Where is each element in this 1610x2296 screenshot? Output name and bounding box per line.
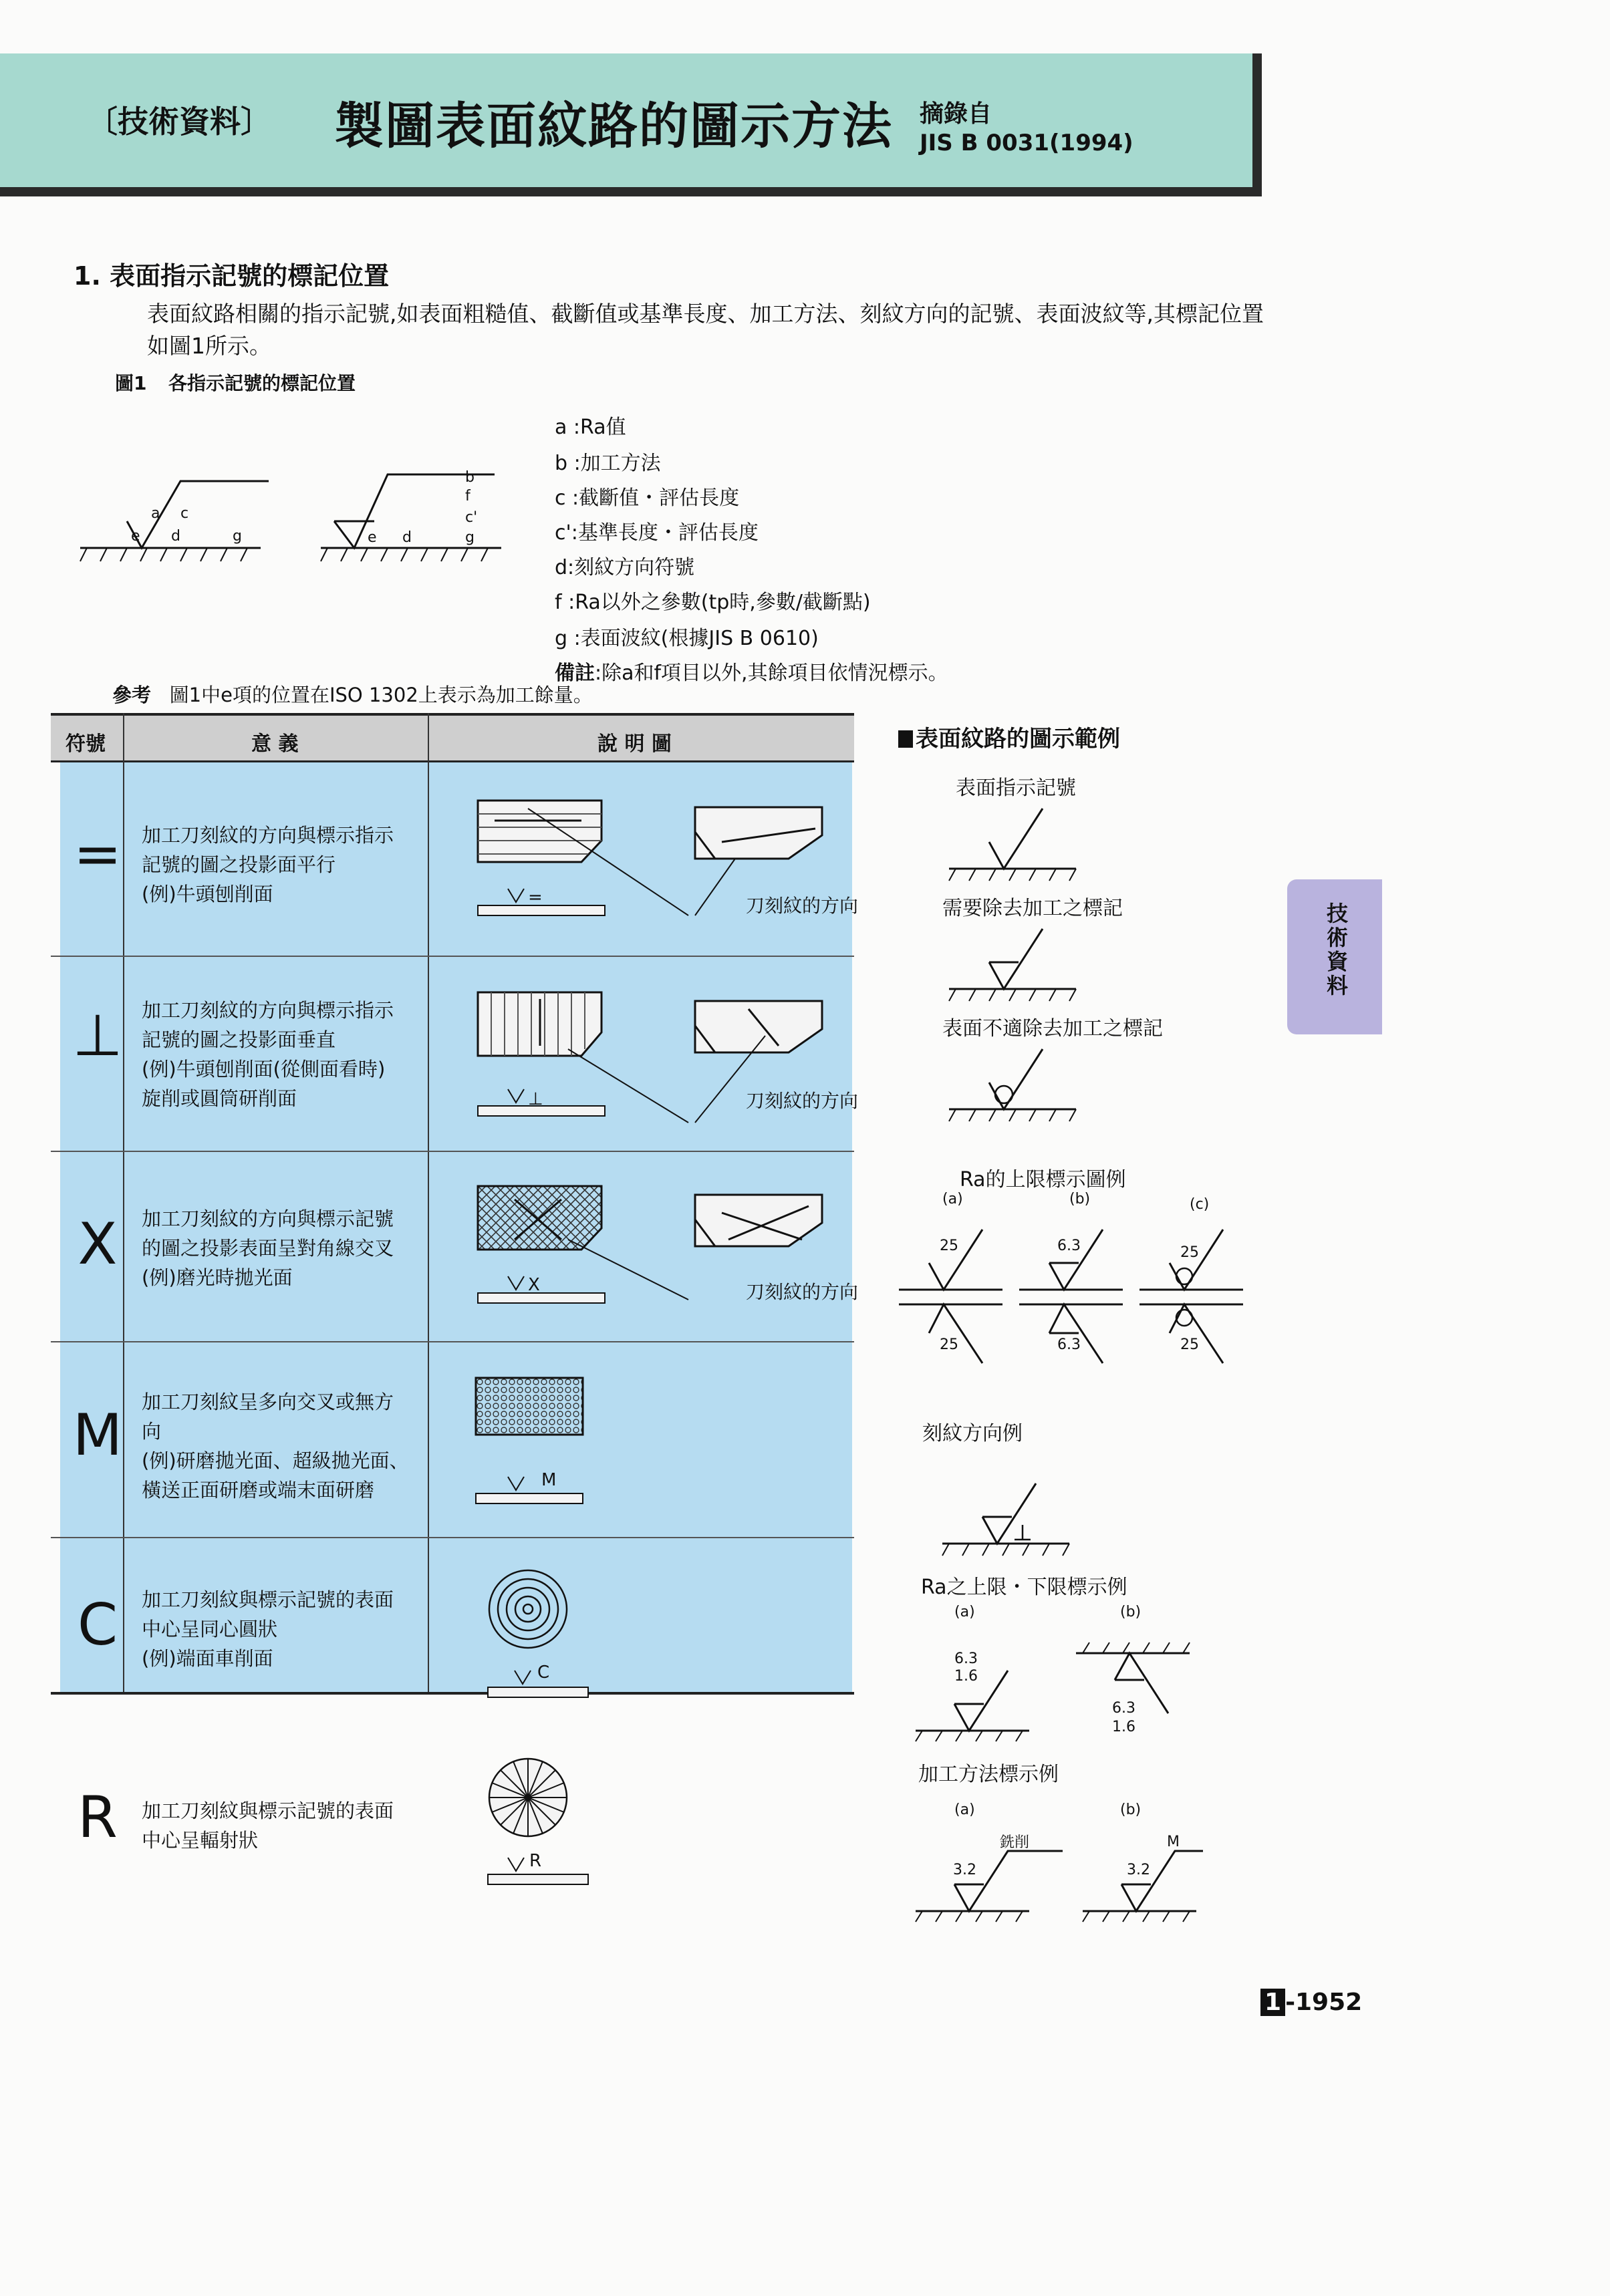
table-row-divider <box>51 1537 854 1538</box>
diagram-mark-radial: R <box>529 1851 542 1871</box>
row-symbol-crossed: X <box>78 1211 118 1278</box>
ra-value: 6.3 <box>1057 1336 1081 1353</box>
row-meaning-radial: 加工刀刻紋與標示記號的表面 中心呈輻射狀 <box>142 1800 394 1852</box>
figure-1-right-symbol <box>321 454 508 568</box>
diagram-mark-multidirectional: M <box>541 1470 557 1490</box>
fig-letter-d: d <box>171 528 180 545</box>
legend-g: g :表面波紋(根據JIS B 0610) <box>555 627 819 650</box>
example-upper-lower-limits <box>909 1630 1256 1751</box>
direction-label: 刀刻紋的方向 <box>746 1281 859 1303</box>
sub-label-c: (c) <box>1190 1196 1210 1213</box>
figure-1-left-symbol <box>80 454 267 568</box>
ra-value: 25 <box>940 1238 958 1254</box>
sub-label-a: (a) <box>942 1191 963 1207</box>
page-title: 製圖表面紋路的圖示方法 <box>334 98 893 155</box>
limit-value: 6.3 <box>1112 1700 1135 1717</box>
example-label: 刻紋方向例 <box>922 1422 1023 1445</box>
table-header-diagram: 說 明 圖 <box>597 732 672 756</box>
row-symbol-radial: R <box>78 1784 118 1851</box>
sub-label-b: (b) <box>1120 1802 1142 1818</box>
page-number-prefix: 1 <box>1260 1989 1285 2016</box>
table-row-divider <box>51 1151 854 1152</box>
ra-value: 25 <box>1180 1336 1199 1353</box>
diagram-mark-perpendicular: ⊥ <box>528 1089 543 1109</box>
page-number-value: -1952 <box>1285 1989 1363 2016</box>
intro-paragraph: 表面紋路相關的指示記號,如表面粗糙值、截斷值或基準長度、加工方法、刻紋方向的記號、表面波紋等,其標記位置如圖1所示。 <box>147 301 1264 359</box>
example-removal-prohibited <box>942 1042 1103 1129</box>
limit-value: 1.6 <box>954 1668 978 1685</box>
example-lay-direction <box>936 1477 1096 1564</box>
fig-letter-a: a <box>151 505 160 522</box>
examples-title: 表面紋路的圖示範例 <box>898 720 1120 753</box>
row-meaning-circular: 加工刀刻紋與標示記號的表面 中心呈同心圓狀 (例)端面車削面 <box>142 1588 394 1670</box>
table-col-divider <box>428 713 429 1693</box>
legend-d: d:刻紋方向符號 <box>555 556 695 579</box>
row-meaning-parallel: 加工刀刻紋的方向與標示指示 記號的圖之投影面平行 (例)牛頭刨削面 <box>142 824 394 905</box>
table-row-divider <box>51 956 854 957</box>
method-value: 3.2 <box>953 1862 976 1878</box>
diagram-perpendicular <box>468 982 842 1143</box>
fig-letter-e: e <box>131 528 140 545</box>
diagram-mark-circular: C <box>537 1663 550 1683</box>
page-number <box>1260 1989 1362 2016</box>
legend-a: a :Ra值 <box>555 416 626 439</box>
table-bottom-rule <box>51 1692 854 1695</box>
note-label: 備註 <box>555 662 595 685</box>
source-line-2: JIS B 0031(1994) <box>920 130 1133 156</box>
legend-f: f :Ra以外之參數(tp時,參數/截斷點) <box>555 591 871 614</box>
example-label: 加工方法標示例 <box>918 1763 1059 1786</box>
fig-letter-d2: d <box>402 529 412 546</box>
fig-letter-g2: g <box>465 529 475 546</box>
diagram-parallel <box>468 788 842 949</box>
section-heading: 1. 表面指示記號的標記位置 <box>74 261 390 291</box>
sub-label-a: (a) <box>954 1604 975 1620</box>
legend-c: c :截斷值・評估長度 <box>555 486 740 510</box>
fig-letter-f: f <box>465 488 471 505</box>
side-tab-label: 技術資料 <box>1323 902 1349 998</box>
diagram-crossed <box>468 1176 842 1336</box>
reference-label: 參考 <box>112 684 152 706</box>
table-header-meaning: 意 義 <box>251 732 299 756</box>
legend-c-prime: c':基準長度・評估長度 <box>555 521 759 545</box>
legend-b: b :加工方法 <box>555 452 661 475</box>
source-line-1: 摘錄自 <box>920 100 992 128</box>
row-meaning-multidirectional: 加工刀刻紋呈多向交叉或無方 向 (例)研磨拋光面、超級拋光面、 橫送正面研磨或端末面研磨 <box>142 1391 409 1501</box>
example-machining-method <box>909 1824 1256 1938</box>
header-label: 〔技術資料〕 <box>87 104 271 140</box>
figure-label: 圖1 <box>115 372 147 394</box>
diagram-mark-crossed: X <box>528 1275 540 1295</box>
method-label: M <box>1167 1834 1180 1850</box>
fig-letter-b: b <box>465 469 475 486</box>
example-removal-required <box>942 922 1103 1009</box>
direction-label: 刀刻紋的方向 <box>746 895 859 917</box>
reference-note <box>112 680 593 708</box>
example-label: 表面不適除去加工之標記 <box>942 1017 1163 1040</box>
figure-caption: 各指示記號的標記位置 <box>168 372 356 394</box>
example-label: 需要除去加工之標記 <box>942 897 1123 920</box>
limit-value: 6.3 <box>954 1651 978 1667</box>
table-header-symbol: 符號 <box>65 732 106 756</box>
row-symbol-multidirectional: M <box>72 1402 123 1469</box>
table-row-divider <box>51 1341 854 1342</box>
sub-label-b: (b) <box>1120 1604 1142 1620</box>
fig-letter-g: g <box>233 528 242 545</box>
table-header <box>51 713 854 762</box>
row-symbol-parallel: = <box>73 821 122 887</box>
row-meaning-perpendicular: 加工刀刻紋的方向與標示指示 記號的圖之投影面垂直 (例)牛頭刨削面(從側面看時) 旋削或圓筒研削面 <box>142 999 394 1110</box>
example-label: Ra的上限標示圖例 <box>960 1168 1126 1191</box>
row-meaning-crossed: 加工刀刻紋的方向與標示記號 的圖之投影表面呈對角線交叉 (例)磨光時拋光面 <box>142 1207 394 1289</box>
diagram-circular <box>468 1564 642 1711</box>
diagram-mark-parallel: = <box>528 887 543 907</box>
diagram-multidirectional <box>468 1370 642 1517</box>
limit-value: 1.6 <box>1112 1719 1135 1735</box>
ra-value: 25 <box>940 1336 958 1353</box>
legend-note <box>555 656 948 686</box>
fig-letter-c: c <box>180 505 189 522</box>
example-label: 表面指示記號 <box>956 776 1076 800</box>
method-value: 3.2 <box>1127 1862 1150 1878</box>
row-symbol-perpendicular: ⊥ <box>72 1002 123 1069</box>
sub-label-a: (a) <box>954 1802 975 1818</box>
ra-value: 25 <box>1180 1244 1199 1261</box>
example-label: Ra之上限・下限標示例 <box>921 1576 1127 1599</box>
example-surface-symbol <box>942 802 1103 889</box>
note-text: :除a和f項目以外,其餘項目依情況標示。 <box>595 662 948 685</box>
fig-letter-e2: e <box>368 529 377 546</box>
method-label: 銑削 <box>1000 1834 1030 1851</box>
reference-text: 圖1中e項的位置在ISO 1302上表示為加工餘量。 <box>169 684 593 706</box>
ra-value: 6.3 <box>1057 1238 1081 1254</box>
direction-label: 刀刻紋的方向 <box>746 1090 859 1112</box>
diagram-radial <box>468 1751 642 1898</box>
row-symbol-circular: C <box>77 1592 118 1659</box>
fig-letter-c-prime: c' <box>465 509 478 526</box>
sub-label-b: (b) <box>1069 1191 1091 1207</box>
